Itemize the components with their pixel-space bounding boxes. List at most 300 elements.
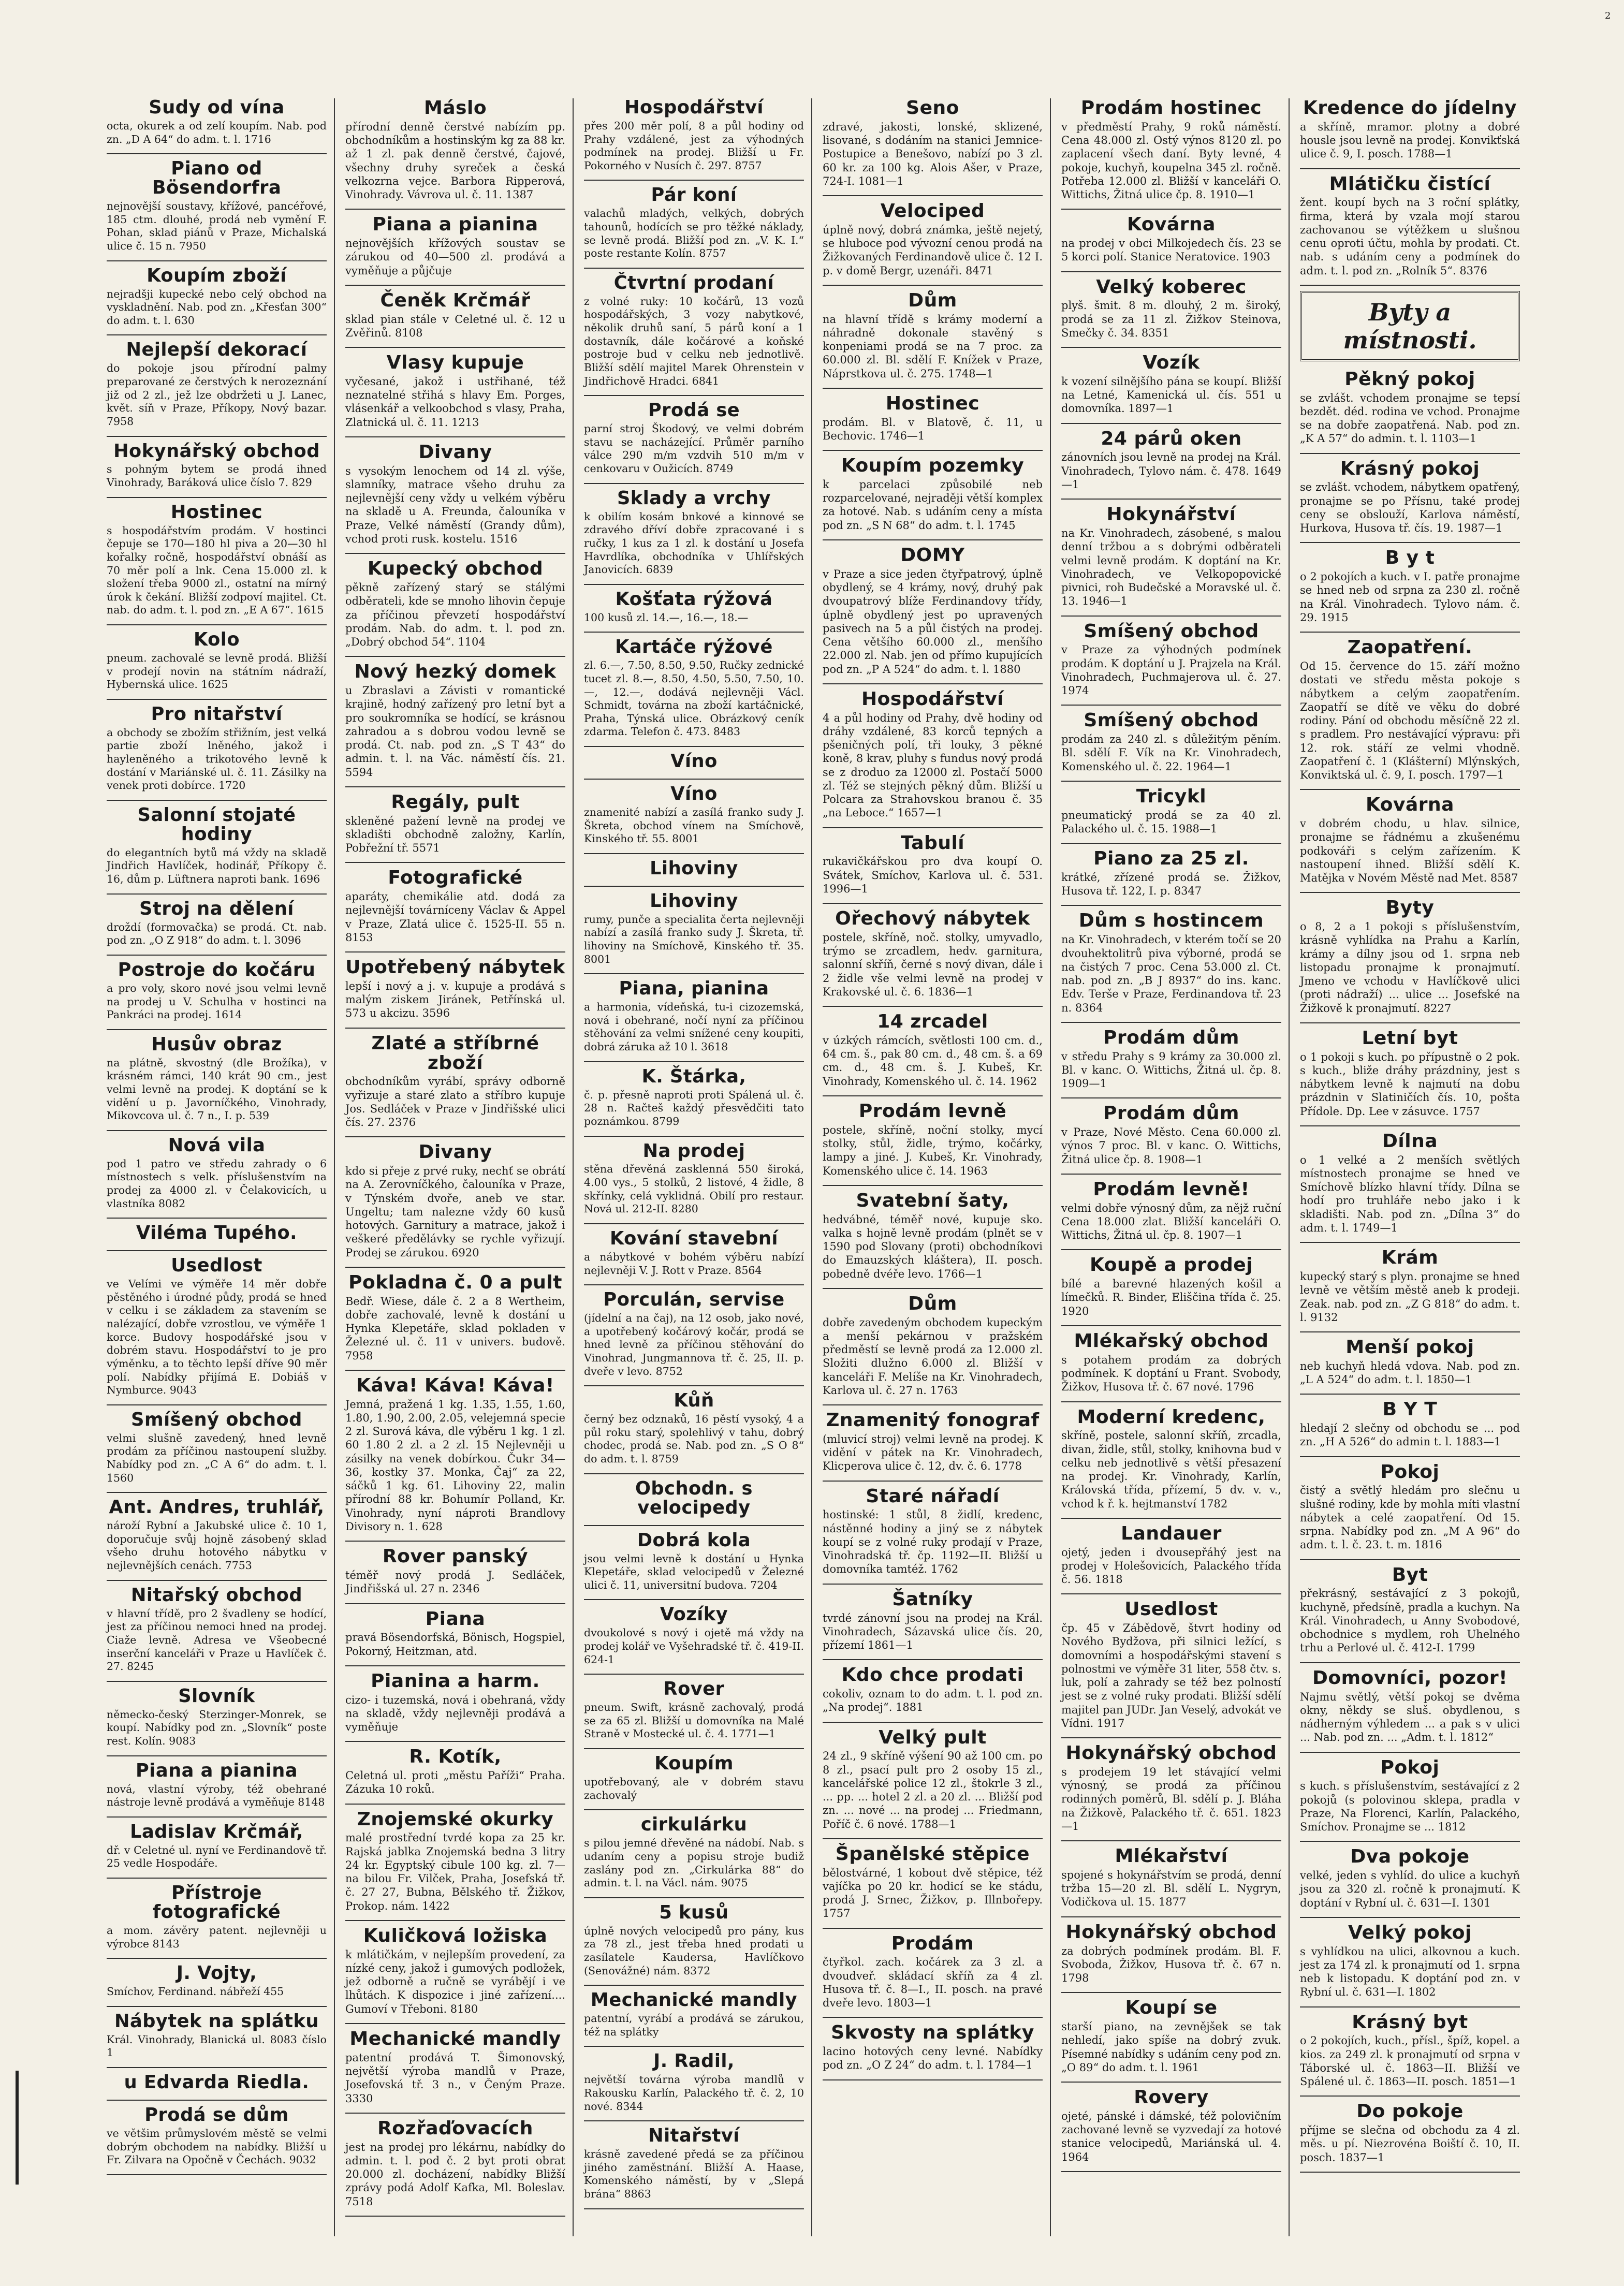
ad-body: o 2 pokojích, kuch., přísl., špíž, kopel. a kios. za 249 zl. k pronajmutí od srpna v Táborské ul. č. 1863—II. Bližší ve Spálené ul. č. 1863—II. posch. 1851—1: [1300, 2034, 1520, 2088]
ad-headline: Prodá se: [648, 400, 740, 421]
ad-divider: [584, 2208, 804, 2209]
ad-headline: Sudy od vína: [149, 98, 285, 118]
ad-divider: [107, 1878, 327, 1879]
ad-divider: [823, 1095, 1043, 1096]
ad-divider: [584, 886, 804, 887]
ad-headline: Stroj na dělení: [139, 898, 294, 919]
ad-divider: [1061, 2082, 1281, 2083]
ad-divider: [823, 1584, 1043, 1585]
ad-divider: [107, 1029, 327, 1030]
ad-headline: Krám: [1381, 1247, 1439, 1269]
ad-divider: [1061, 843, 1281, 844]
ad-divider: [823, 285, 1043, 286]
ad-body: o 1 pokoji s kuch. po přípustně o 2 pok. s kuch., bliže dráhy prázdniny, jest s nábytkem levně k najmutí na dobu prázdnin v Slatiničích čís. 10, pošta Přídole. Dp. Lee v zásuvce. 1757: [1300, 1050, 1520, 1118]
ad-body: a pro voly, skoro nové jsou velmi levně na prodej u V. Schulha v hostinci na Pankráci na prodej. 1614: [107, 981, 327, 1021]
ad-body: Jemná, pražená 1 kg. 1.35, 1.55, 1.60, 1.80, 1.90, 2.00, 2.05, velejemná specie 2 zl. Surová káva, dle výběru 1 kg. 1 zl. 60 1.80 2 zl. a 2 zl. 15 Nejlevněji u zásilky na venek dobírkou. Čukr 34—36, kostky 37. Monka, Čaj“ za 22, sáčků 1 kg. 61. Lihoviny 22, malin přírodní 88 kr. Bohumír Polland, Kr. Vinohrady, nyní náproti Brandlovy Divisory n. 1. 628: [345, 1398, 565, 1533]
ad-headline: 5 kusů: [659, 1901, 729, 1923]
ad-headline: Mlátičku čistící: [1329, 173, 1491, 195]
ad-body: čtyřkol. zach. kočárek za 3 zl. a dvoudveř. skládací skříň za 4 zl. Husova tř. č. 8—I., II. posch. na pravé dveře levo. 1803—1: [823, 1956, 1043, 2010]
ad-body: vyčesané, jakož i ustřihané, též neznatelné střihá s hlavy Em. Porges, vlásenkář a velkoobchod s vlasy, Praha, Zlatnická ul. č. 11. 1213: [345, 375, 565, 429]
ad-headline: Prodám dům: [1103, 1103, 1239, 1124]
ad-divider: [1061, 347, 1281, 348]
ad-divider: [584, 1525, 804, 1526]
classified-ad: [1061, 1028, 1281, 1091]
ad-body: na hlavní třídě s krámy moderní a náhradně dokonale stavěný s konpeniami prodá se na 7 proc. za 60.000 zl. Bl. sdělí F. Knížek v Praze, Náprstkova ul. č. 275. 1748—1: [823, 313, 1043, 380]
ad-headline: Sklady a vrchy: [617, 487, 771, 509]
ad-body: cizo- i tuzemská, nová i obehraná, vždy na skladě, vždy nejlevněji prodává a vyměňuje: [345, 1693, 565, 1734]
ad-headline: Lihoviny: [650, 890, 738, 912]
ad-body: patentní, vyrábí a prodává se zárukou, též na splátky: [584, 2012, 804, 2038]
ad-body: s prodejem 19 let stávající velmi výnosný, se prodá za příčinou rodinných poměrů, Bl. sdělí p. J. Bláha na Žižkově, Palackého tř. č. 651. 1823—1: [1061, 1765, 1281, 1833]
ad-divider: [1300, 1559, 1520, 1560]
ad-divider: [1300, 1125, 1520, 1126]
ad-divider: [1300, 632, 1520, 633]
ad-body: rukavičkářskou pro dva koupí O. Svátek, Smíchov, Karlova ul. č. 531. 1996—1: [823, 855, 1043, 895]
classified-column-5: [1058, 98, 1290, 2236]
ad-divider: [1300, 789, 1520, 790]
ad-divider: [823, 1185, 1043, 1186]
ad-body: dvoukolové s nový i ojetě má vždy na prodej kolář ve Vyšehradské tř. č. 419-II. 624-1: [584, 1626, 804, 1666]
classified-ad: [584, 1531, 804, 1592]
ad-body: příjme se slečna od obchodu za 4 zl. měs. u pí. Niezrovéna Boiští č. 10, II. posch. 1837—1: [1300, 2124, 1520, 2164]
ad-divider: [107, 1404, 327, 1405]
ad-body: v středu Prahy s 9 krámy za 30.000 zl. Bl. v kanc. O. Wittichs, Žitná ul. čp. 8. 1909—1: [1061, 1050, 1281, 1090]
ad-body: černý bez odznaků, 16 pěstí vysoký, 4 a půl roku starý, spolehlivý v tahu, dobrý chodec, prodá se. Nab. pod zn. „S O 8“ do adm. t. l. 8759: [584, 1413, 804, 1466]
ad-divider: [584, 584, 804, 585]
ad-headline: Máslo: [423, 98, 487, 119]
ad-body: největší továrna výroba mandlů v Rakousku Karlín, Palackého tř. č. 2, 10 nové. 8344: [584, 2073, 804, 2113]
ad-body: v předměstí Prahy, 9 roků náměstí. Cena 48.000 zl. Ostý výnos 8120 zl. po zaplacení všech daní. Byty levné, 4 pokoje, kuchyň, koupelna 345 zl. ročně. Potřeba 12.000 zl. Bližší v kanceláři O. Wittichs, Žitná ulice čp. 8. 1910—1: [1061, 120, 1281, 201]
classified-ad: [1061, 711, 1281, 773]
ad-divider: [107, 800, 327, 801]
ad-body: lacino hotových ceny levné. Nabídky pod zn. „O Z 24“ do adm. t. l. 1784—1: [823, 2045, 1043, 2072]
ad-headline: B Y T: [1382, 1399, 1438, 1420]
ad-headline: Divany: [418, 1141, 492, 1163]
classified-ad: [107, 1224, 327, 1243]
ad-divider: [1300, 1242, 1520, 1243]
ad-divider: [1061, 1593, 1281, 1594]
classified-ad: [1300, 174, 1520, 277]
ad-headline: Pěkný pokoj: [1344, 368, 1475, 390]
ad-divider: [584, 395, 804, 396]
ad-divider: [584, 779, 804, 780]
ad-headline: Káva! Káva! Káva!: [356, 1374, 554, 1396]
classified-ad: [1300, 548, 1520, 624]
ad-divider: [823, 1481, 1043, 1482]
classified-ad: [823, 909, 1043, 999]
ad-divider: [1061, 616, 1281, 617]
ad-divider: [1061, 271, 1281, 272]
ad-headline: DOMY: [900, 544, 965, 566]
ad-body: valachů mladých, velkých, dobrých tahounů, hodících se pro těžké náklady, se levně prodá. Bližší pod zn. „V. K. I.“ poste restante Kolín. 8757: [584, 207, 804, 260]
classified-ad: [584, 1229, 804, 1277]
ad-body: pneum. Swift, krásně zachovalý, prodá se za 65 zl. Bližší u domovníka na Malé Straně v Mostecké ul. č. 4. 1771—1: [584, 1701, 804, 1740]
margin-rule: [16, 2071, 19, 2185]
ad-body: zánovních jsou levně na prodej na Král. Vinohradech, Tylovo nám. č. 478. 1649—1: [1061, 451, 1281, 491]
ad-headline: Piana a pianina: [372, 214, 538, 236]
ad-headline: 24 párů oken: [1101, 428, 1242, 449]
classified-ad: [584, 590, 804, 625]
classified-ad: [107, 1411, 327, 1485]
ad-body: bělostvárné, 1 kobout dvě stěpice, též vajíčka po 20 kr. hodicí se ke stádu, prodá J. Srnec, Žižkov, p. Illnbořepy. 1757: [823, 1866, 1043, 1920]
ad-headline: Kolo: [193, 629, 240, 651]
ad-divider: [107, 2006, 327, 2007]
ad-body: a skříně, mramor. plotny a dobré housle jsou levně na prodej. Konvikťská ulice č. 9, I. posch. 1788—1: [1300, 120, 1520, 160]
classified-ad: [107, 1035, 327, 1123]
ad-headline: Pokoj: [1380, 1461, 1440, 1483]
ad-headline: Hostinec: [170, 501, 263, 523]
classified-ad: [345, 793, 565, 855]
ad-headline: Prodám dům: [1103, 1027, 1239, 1048]
ad-divider: [1061, 705, 1281, 706]
classified-ad: [584, 98, 804, 172]
ad-divider: [107, 955, 327, 956]
ad-divider: [1061, 1518, 1281, 1519]
classified-ad: [1061, 98, 1281, 201]
ad-divider: [823, 1659, 1043, 1660]
ad-headline: Ant. Andres, truhlář,: [109, 1497, 325, 1518]
classified-column-2: [342, 98, 574, 2236]
classified-ad: [584, 1291, 804, 1378]
ad-divider: [823, 1288, 1043, 1289]
classified-ad: [345, 291, 565, 340]
ad-body: patentní prodává T. Šimonovský, největší výroba mandlů v Praze, Josefovská tř. 3 n., v Čeným Praze. 3330: [345, 2051, 565, 2105]
classified-ad: [823, 291, 1043, 380]
classified-ad: [1061, 1408, 1281, 1511]
ad-headline: Přístroje fotografické: [152, 1882, 281, 1923]
ad-body: Bedř. Wiese, dále č. 2 a 8 Wertheim, dobře zachovalé, levně k dostání u Hynka Klepetáře, sklad pokladen v Železné ul. č. 11 v univers. budově. 7958: [345, 1295, 565, 1362]
classified-ad: [1061, 1180, 1281, 1242]
classified-ad: [584, 1754, 804, 1802]
ad-body: jsou velmi levně k dostání u Hynka Klepetáře, sklad velocipedů v Železné ulici č. 11, universitní budova. 7204: [584, 1552, 804, 1591]
classified-ad: [584, 401, 804, 475]
ad-divider: [584, 1385, 804, 1386]
classified-ad: [1300, 1248, 1520, 1324]
ad-body: v Praze, Nové Město. Cena 60.000 zl. výnos 7 proc. Bl. v kanc. O. Wittichs, Žitná ulice čp. 8. 1908—1: [1061, 1126, 1281, 1166]
classified-ad: [345, 2119, 565, 2208]
ad-divider: [1300, 453, 1520, 454]
classified-ad: [584, 752, 804, 771]
ad-body: přes 200 měr polí, 8 a půl hodiny od Prahy vzdálené, jest za výhodných podmínek na prodej. Bližší u Fr. Pokorného v Nusích č. 297. 8757: [584, 119, 804, 172]
classified-ad: [1061, 1847, 1281, 1909]
ad-headline: Slovník: [178, 1685, 255, 1707]
ad-headline: Koupě a prodej: [1090, 1254, 1253, 1276]
ad-headline: Ořechový nábytek: [835, 908, 1030, 930]
ad-divider: [107, 2174, 327, 2175]
ad-divider: [1300, 2096, 1520, 2097]
ad-body: s vyhlídkou na ulici, alkovnou a kuch. jest za 174 zl. k pronajmutí od 1. srpna neb k listopadu. K doptání pod zn. v Rybní ul. č. 631—I. 1802: [1300, 1945, 1520, 1999]
ad-body: krásně zavedené předá se za příčinou jiného zaměstnání. Bližší A. Haase, Komenského náměstí, by v „Slepá brána“ 8863: [584, 2148, 804, 2201]
ad-headline: Letní byt: [1362, 1027, 1458, 1049]
ad-body: s vysokým lenochem od 14 zl. výše, slamníky, matrace všeho druhu za nejlevnější ceny vždy u velkém výběru na skladě u A. Freunda, čalouníka v Praze, Velké náměstí (Grandy dům), vchod proti rusk. kostelu. 1516: [345, 464, 565, 545]
ad-headline: Ladislav Krčmář,: [130, 1821, 303, 1842]
classified-ad: [1061, 1743, 1281, 1833]
classified-ad: [107, 267, 327, 328]
classified-ad: [1061, 1600, 1281, 1730]
ad-body: u Zbraslavi a Závisti v romantické krajině, hodný zařízený pro letní byt a pro soukromníka se hodící, se krásnou zahradou a s dobrou vodou levně se prodá. Ct. nab. pod zn. „S T 43“ do admin. t. l. na Vác. náměstí čís. 21. 5594: [345, 684, 565, 779]
ad-divider: [1061, 1097, 1281, 1098]
ad-divider: [1061, 2171, 1281, 2172]
ad-body: pneumatický prodá se za 40 zl. Palackého ul. č. 15. 1988—1: [1061, 809, 1281, 835]
ad-headline: Smíšený obchod: [1084, 710, 1259, 731]
classified-ad: [345, 443, 565, 546]
ad-headline: Domovníci, pozor!: [1312, 1667, 1508, 1689]
ad-divider: [823, 1006, 1043, 1007]
ad-headline: J. Vojty,: [176, 1962, 257, 1984]
ad-divider: [107, 1681, 327, 1682]
ad-headline: Hokynářský obchod: [1065, 1742, 1277, 1764]
ad-divider: [345, 1741, 565, 1742]
ad-headline: Landauer: [1121, 1522, 1222, 1544]
ad-divider: [584, 1599, 804, 1600]
ad-headline: Prodám levně: [858, 1100, 1007, 1122]
ad-headline: K. Štárka,: [641, 1065, 747, 1087]
ad-headline: Pár koní: [651, 184, 737, 206]
ad-body: v Praze a sice jeden čtyřpatrový, úplně obydlený, se 4 krámy, nový, druhý pak dvoupatrový blíže Ferdinandovy třídy, úplně obydlený jest po upravených pasivech na 5 a půl čistých na prodej. Cena většího 60.000 zl., menšího 22.000 zl. Nab. jen od přímo kupujících pod zn. „P A 524“ do adm. t. l. 1880: [823, 567, 1043, 676]
ad-divider: [584, 973, 804, 974]
ad-headline: Piano za 25 zl.: [1093, 848, 1249, 870]
ad-headline: u Edvarda Riedla.: [124, 2071, 310, 2093]
ad-body: na plátně, skvostný (dle Brožíka), v krásném rámci, 140 krát 90 cm., jest velmi levně na prodej. K doptání se k vidění u p. Javorníčkého, Vinohrady, Mikovcova ul. č. 7 n., I. p. 539: [107, 1056, 327, 1122]
ad-headline: Piana: [425, 1608, 486, 1630]
ad-headline: cirkulárku: [640, 1814, 748, 1836]
ad-body: v úzkých rámcích, světlosti 100 cm. d., 64 cm. š., pak 80 cm. d., 48 cm. š. a 69 cm. d., 48 cm. š. J. Kubeš, Kr. Vinohrady, Komenského ul. č. 14. 1962: [823, 1034, 1043, 1088]
ad-body: s kuch. s příslušenstvím, sestávající z 2 pokojů (s polovinou sklepa, pradla v Praze, Na Florenci, Karlín, Palackého, Smíchov. Pronajme se ... 1812: [1300, 1780, 1520, 1834]
ad-divider: [1061, 1840, 1281, 1841]
classified-ad: [345, 215, 565, 277]
ad-headline: Hospodářství: [624, 98, 764, 118]
ad-headline: Kredence do jídelny: [1303, 98, 1517, 119]
ad-headline: Koupí se: [1125, 1997, 1218, 2019]
ad-divider: [345, 1267, 565, 1268]
ad-body: neb kuchyň hledá vdova. Nab. pod zn. „L A 524“ do adm. t. l. 1850—1: [1300, 1359, 1520, 1386]
ad-headline: Hostinec: [885, 392, 980, 414]
ad-body: č. p. přesně naproti proti Spálená ul. č. 28 n. Račteš každý přesvědčiti tato poznámkou. 8799: [584, 1088, 804, 1127]
ad-headline: Na prodej: [642, 1140, 745, 1162]
ad-body: 24 zl., 9 skříně výšení 90 až 100 cm. po 8 zl., psací pult pro 2 osoby 15 zl., kancelářské police 12 zl., štokrle 3 zl., ... pp. ... hotel 2 zl. a 20 zl. ... Bližší pod zn. ... nové ... na prodej ... Friedmann, Poříč č. 6 nové. 1788—1: [823, 1750, 1043, 1830]
classified-ad: [1061, 1524, 1281, 1587]
classified-ad: [823, 1294, 1043, 1397]
ad-body: kupecký starý s plyn. pronajme se hned levně ve větším městě aneb k prodeji. Zeak. nab. pod zn. „Z G 818“ do adm. t. l. 9132: [1300, 1270, 1520, 1324]
classified-ad: [823, 1665, 1043, 1714]
ad-headline: Husův obraz: [151, 1033, 282, 1055]
ad-divider: [345, 1665, 565, 1666]
ad-body: o 2 pokojích a kuch. v I. patře pronajme se hned neb od srpna za 230 zl. ročně na Král. Vinohradech. Tylovo nám. č. 29. 1915: [1300, 570, 1520, 624]
ad-divider: [823, 1838, 1043, 1839]
ad-divider: [823, 195, 1043, 196]
classified-ad: [584, 489, 804, 577]
classified-ad: [107, 442, 327, 490]
section-banner: Byty a místnosti.: [1300, 291, 1520, 361]
classified-ad: [1300, 1565, 1520, 1655]
ad-headline: Usedlost: [1124, 1599, 1218, 1620]
classified-ad: [1300, 1668, 1520, 1745]
ad-divider: [107, 1492, 327, 1493]
ad-headline: Krásný byt: [1352, 2011, 1468, 2033]
ad-divider: [584, 632, 804, 633]
ad-body: s hospodářstvím prodám. V hostinci čepuje se 170—180 hl piva a 20—30 hl kořalky ročně, hospodářství obnáší as 70 měr polí a lnk. Cena 15.000 zl. k složení třeba 9000 zl., ostatní na mírný úrok k čekání. Bližší zodpoví majitel. Ct. nab. do adm. t. l. pod zn. „E A 67“. 1615: [107, 524, 327, 617]
classified-ad: [1061, 1923, 1281, 1985]
classified-ad: [1061, 849, 1281, 898]
ad-divider: [1061, 1401, 1281, 1402]
classified-ad: [107, 1964, 327, 1999]
classified-ad: [107, 1256, 327, 1397]
ad-headline: Dobrá kola: [637, 1529, 751, 1551]
ad-headline: B y t: [1385, 547, 1435, 569]
classified-ad: [823, 1411, 1043, 1473]
ad-body: dř. v Celetné ul. nyní ve Ferdinandově tř. 25 vedle Hospodáře.: [107, 1843, 327, 1870]
classified-ad: [107, 2073, 327, 2092]
ad-headline: Tricykl: [1136, 785, 1207, 807]
ad-divider: [823, 2079, 1043, 2080]
ad-divider: [345, 209, 565, 210]
ad-divider: [107, 153, 327, 154]
ad-body: pod 1 patro ve středu zahrady o 6 místnostech s velk. příslušenstvím na prodej za 4000 zl. v Čelakovicích, u vlastníka 8082: [107, 1157, 327, 1210]
classified-ad: [823, 1844, 1043, 1921]
ad-headline: Dům s hostincem: [1078, 910, 1264, 932]
ad-divider: [345, 1603, 565, 1604]
ad-divider: [1061, 423, 1281, 424]
ad-headline: Hokynářský obchod: [1065, 1921, 1277, 1943]
ad-body: přírodní denně čerstvé nabízím pp. obchodníkům a hostinským kg za 88 kr. až 1 zl. pak denně čerstvé, čajové, všechny druhy syreček a česká velkozrna vejce. Barbora Ripperová, Vinohrady. Vávrova ul. č. 11. 1387: [345, 120, 565, 201]
ad-headline: Smíšený obchod: [131, 1409, 302, 1430]
classified-ad: [584, 1605, 804, 1666]
ad-headline: Víno: [670, 751, 718, 772]
ad-divider: [1061, 1022, 1281, 1023]
classified-ad: [584, 859, 804, 878]
ad-divider: [1061, 905, 1281, 906]
ad-body: upotřebovaný, ale v dobrém stavu zachovalý: [584, 1776, 804, 1801]
ad-headline: Hokynářský obchod: [113, 440, 320, 462]
ad-divider: [345, 2216, 565, 2217]
classified-ad: [345, 1547, 565, 1595]
newspaper-page: [104, 98, 1527, 2236]
ad-body: prodám za 240 zl. s důležitým pěním. Bl. sdělí F. Vík na Kr. Vinohradech, Komenského ul. č. 22. 1964—1: [1061, 733, 1281, 773]
ad-headline: Viléma Tupého.: [136, 1222, 298, 1244]
classified-ad: [107, 1823, 327, 1870]
ad-headline: Skvosty na splátky: [831, 2022, 1034, 2044]
classified-column-6: [1297, 98, 1527, 2236]
ad-headline: Smíšený obchod: [1084, 620, 1259, 642]
classified-ad: [1061, 215, 1281, 263]
classified-ad: [107, 1498, 327, 1572]
ad-body: zdravé, jakosti, lonské, sklizené, lisované, s dodáním na stanici Jemnice-Postupice a Benešovo, nabízí po 3 zl. 60 kr. za 100 kg. Alois Ašer, v Praze, 724-I. 1081—1: [823, 120, 1043, 187]
ad-divider: [107, 1218, 327, 1219]
ad-headline: Rover panský: [382, 1546, 529, 1567]
classified-ad: [1061, 1998, 1281, 2074]
ad-body: znamenité nabízí a zasílá franko sudy J. Škreta, obchod vínem na Smíchově, Kinského tř. 55. 8001: [584, 805, 804, 845]
ad-body: pravá Bösendorfská, Bönisch, Hogspiel, Pokorný, Heitzman, atd.: [345, 1631, 565, 1658]
ad-body: o 8, 2 a 1 pokoji s příslušenstvím, krásně vyhlídka na Prahu a Karlín, krámy a dílny jsou od 1. srpna neb listopadu pronajme k pronajmutí. Jmeno ve vchodu v Havlíčkově ulici (proti nádraží) ... ulice ... Josefské na Žižkově k pronajmutí. 8227: [1300, 920, 1520, 1015]
ad-divider: [1300, 1662, 1520, 1663]
ad-divider: [345, 1804, 565, 1805]
ad-headline: Koupím zboží: [147, 265, 287, 286]
ad-divider: [584, 180, 804, 181]
classified-ad: [345, 1609, 565, 1658]
classified-ad: [107, 1884, 327, 1951]
classified-ad: [1300, 370, 1520, 446]
classified-ad: [107, 1687, 327, 1748]
ad-body: jest na prodej pro lékárnu, nabídky do admin. t. l. pod č. 2 byt proti obrat 20.000 zl. docházení, nabídky Bližší zprávy podá Adolf Kafka, Ml. Boleslav. 7518: [345, 2141, 565, 2208]
ad-headline: Regály, pult: [391, 791, 520, 813]
ad-body: s potahem prodám za dobrých podmínek. K doptání u Frant. Svobody, Žižkov, Husova tř. č. 67 nové. 1796: [1061, 1353, 1281, 1394]
ad-body: prodám. Bl. v Blatově, č. 11, u Bechovic. 1746—1: [823, 416, 1043, 442]
ad-body: dobře zavedeným obchodem kupeckým a menší pekárnou v pražském předměstí se levně prodá za 12.000 zl. Složiti dlužno 6.000 zl. Bližší v kanceláři F. Melíše na Kr. Vinohradech, Karlova ul. č. 27 n. 1763: [823, 1316, 1043, 1397]
ad-body: z volné ruky: 10 kočárů, 13 vozů hospodářských, 3 vozy nabytkové, několik druhů saní, 5 párů koní a 1 dostavník, dále kočárové a koňské postroje bud v celku neb jednotlivě. Bližší sdělí majitel Marek Ohrenstein v Jindřichově Hradci. 6841: [584, 295, 804, 387]
ad-headline: Velký pokoj: [1348, 1922, 1472, 1943]
ad-headline: Kování stavební: [610, 1227, 778, 1249]
classified-ad: [1061, 277, 1281, 340]
ad-body: ojeté, pánské i dámské, též polovičním zachované levně se vyzvedají za hotové stanice velocipedů, Mariánská ul. 4. 1964: [1061, 2109, 1281, 2163]
ad-divider: [584, 1136, 804, 1137]
ad-body: nároží Rybní a Jakubské ulice č. 10 1, doporučuje svůj hojně zásobený sklad všeho druhu hotového nábytku v nejlevnějších cenách. 7753: [107, 1519, 327, 1572]
classified-ad: [107, 159, 327, 253]
ad-body: v dobrém chodu, u hlav. silnice, pronajme se řádnému a zkušenému podkováři s celým zařízením. K nastoupení ihned. Bližší sdělí K. Matějka v Novém Městě nad Met. 8587: [1300, 817, 1520, 885]
ad-headline: Znojemské okurky: [357, 1808, 554, 1830]
ad-headline: Fotografické: [388, 867, 523, 889]
ad-body: octa, okurek a od zelí koupím. Nab. pod zn. „D A 64“ do adm. t. l. 1716: [107, 119, 327, 145]
ad-divider: [345, 553, 565, 554]
classified-ad: [1300, 1029, 1520, 1118]
ad-headline: Nitařský obchod: [130, 1584, 303, 1606]
classified-ad: [1300, 795, 1520, 885]
ad-divider: [345, 1370, 565, 1371]
ad-divider: [107, 260, 327, 261]
classified-ad: [823, 690, 1043, 820]
ad-divider: [107, 2067, 327, 2068]
classified-ad: [1061, 505, 1281, 608]
ad-body: parní stroj Škodový, ve velmi dobrém stavu se nacházející. Průměr parního válce 290 m/m vzdvih 510 m/m v cenkovaru v Oužicích. 8749: [584, 422, 804, 475]
ad-divider: [107, 1250, 327, 1251]
classified-ad: [1300, 2013, 1520, 2089]
ad-divider: [584, 483, 804, 484]
classified-ad: [823, 2023, 1043, 2072]
ad-divider: [107, 1130, 327, 1131]
classified-ad: [345, 1273, 565, 1362]
classified-ad: [584, 1903, 804, 1977]
ad-headline: Znamenitý fonograf: [826, 1410, 1040, 1431]
ad-body: postele, skříně, noč. stolky, umyvadlo, trýmo se zrcadlem, hedv. garnitura, salonní skříň, černé s nový divan, dále i 2 židle vše velmi levně na prodej v Krakovské ul. č. 6. 1836—1: [823, 931, 1043, 998]
ad-body: velmi dobře výnosný dům, za nějž ruční Cena 18.000 zlat. Bližší kanceláři O. Wittichs, Žitná ul. čp. 8. 1907—1: [1061, 1201, 1281, 1242]
ad-divider: [584, 2120, 804, 2121]
ad-body: žent. koupí bych na 3 roční splátky, firma, která by vzala mojí starou zachovanou se výtěžkem u slušnou cenu oproti účtu, mohla by prodati. Ct. nab. s udáním ceny a podmínek do adm. t. l. pod zn. „Rolník 5“. 8376: [1300, 196, 1520, 277]
ad-headline: Svatební šaty,: [856, 1190, 1009, 1211]
ad-headline: Usedlost: [171, 1255, 262, 1277]
ad-headline: Seno: [906, 98, 959, 119]
ad-body: a harmonia, vídeňská, tu-i cizozemská, nová i obehrané, nočí nyní za příčinou stěhování za velmi snížené ceny koupiti, dobrá záruka až 10 l. 3618: [584, 1001, 804, 1053]
ad-body: úplně nových velocipedů pro pány, kus za 78 zl., jest třeba hned prodati u zasílatele Kaudersa, Havlíčkovo (Senovážné) nám. 8372: [584, 1924, 804, 1977]
ad-headline: Dva pokoje: [1350, 1846, 1470, 1868]
classified-ad: [1061, 429, 1281, 492]
ad-body: spojené s hokynářstvím se prodá, denní tržba 15—20 zl. Bl. sdělí L. Nygryn, Vodičkova ul. 15. 1877: [1061, 1868, 1281, 1909]
ad-headline: Nitařství: [648, 2125, 740, 2147]
ad-divider: [107, 1755, 327, 1756]
ad-divider: [345, 951, 565, 952]
ad-headline: Divany: [418, 441, 492, 463]
ad-body: ve Velími ve výměře 14 měr dobře pěstěného i úrodné půdy, prodá se hned v celku i se základem za stavením se nalézající, dobře vzrostlou, ve výměře 1 korce. Budovy hospodářské jsou v dobrém stavu. Hospodářství to je pro výměnku, a to těchto lepší dříve 90 měr polí. Nabídky přijímá E. Dobiáš v Nymburce. 9043: [107, 1278, 327, 1397]
ad-body: bílé a barevné hlazených košil a límečků. R. Binder, Eliščina třída č. 25. 1920: [1061, 1278, 1281, 1317]
ad-headline: Mechanické mandly: [349, 2028, 561, 2049]
ad-body: postele, skříně, noční stolky, mycí stolky, stůl, židle, trýmo, kočárky, lampy a jiné. J. Kubeš, Kr. Vinohrady, Komenského ulice č. 14. 1963: [823, 1123, 1043, 1177]
ad-divider: [1300, 892, 1520, 893]
ad-divider: [345, 1920, 565, 1921]
ad-divider: [345, 862, 565, 863]
ad-body: plyš. šmit. 8 m. dlouhý, 2 m. široký, prodá se za 11 zl. Žižkov Steinova, Smečky č. 34. 8351: [1061, 299, 1281, 339]
classified-ad: [1061, 1331, 1281, 1394]
ad-divider: [1300, 1752, 1520, 1753]
ad-body: skleněné pažení levně na prodej ve skladišti obchodně založny, Karlín, Pobřežní tř. 5571: [345, 814, 565, 855]
ad-divider: [823, 2017, 1043, 2018]
